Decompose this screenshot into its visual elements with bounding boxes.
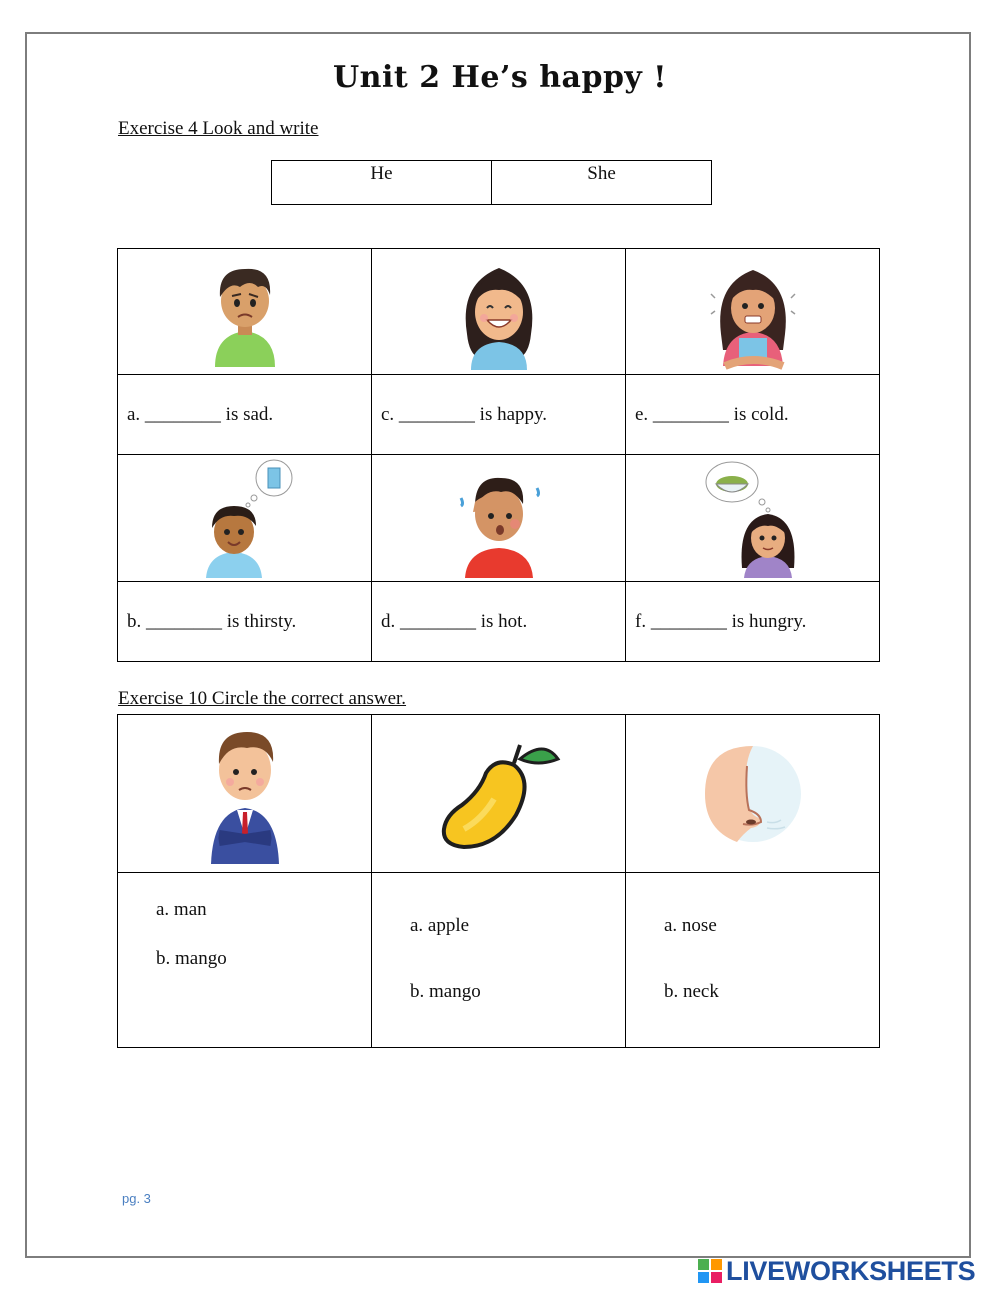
options-q3 [626, 873, 880, 1048]
sentence-d[interactable]: d. ________ is hot. [372, 582, 626, 662]
sentence-c[interactable]: c. ________ is happy. [372, 375, 626, 455]
picture-cell-mango [372, 715, 626, 873]
thirsty-boy-illustration [190, 458, 300, 578]
liveworksheets-logo [698, 1256, 975, 1286]
exercise10-grid [117, 714, 880, 1048]
option-q3-a[interactable]: a. nose [664, 915, 717, 936]
sentence-e[interactable]: e. ________ is cold. [626, 375, 880, 455]
picture-cell-man [118, 715, 372, 873]
option-q1-b[interactable]: b. mango [156, 948, 227, 969]
picture-cell-thirsty-boy [118, 455, 372, 582]
picture-cell-nose [626, 715, 880, 873]
options-q2 [372, 873, 626, 1048]
exercise10-heading: Exercise 10 Circle the correct answer. [118, 688, 407, 709]
picture-cell-happy-girl [372, 249, 626, 375]
picture-cell-sad-boy [118, 249, 372, 375]
word-bank-table [271, 160, 712, 205]
options-q1 [118, 873, 372, 1048]
cold-girl-illustration [703, 254, 803, 370]
page-title: Unit 2 He’s happy ! [333, 60, 667, 95]
sentence-a[interactable]: a. ________ is sad. [118, 375, 372, 455]
sentence-f[interactable]: f. ________ is hungry. [626, 582, 880, 662]
mango-illustration [434, 729, 564, 859]
option-q3-b[interactable]: b. neck [664, 981, 719, 1002]
liveworksheets-logo-icon [698, 1259, 722, 1283]
man-illustration [205, 724, 285, 864]
hungry-girl-illustration [698, 458, 808, 578]
sad-boy-illustration [200, 257, 290, 367]
picture-cell-cold-girl [626, 249, 880, 375]
picture-cell-hungry-girl [626, 455, 880, 582]
word-bank-he: He [370, 163, 393, 184]
exercise4-heading: Exercise 4 Look and write [118, 118, 319, 139]
option-q1-a[interactable]: a. man [156, 899, 207, 920]
option-q2-b[interactable]: b. mango [410, 981, 481, 1002]
happy-girl-illustration [449, 254, 549, 370]
brand-name: LIVEWORKSHEETS [726, 1255, 976, 1286]
option-q2-a[interactable]: a. apple [410, 915, 470, 936]
nose-illustration [703, 744, 803, 844]
exercise4-grid [117, 248, 880, 662]
picture-cell-hot-boy [372, 455, 626, 582]
hot-boy-illustration [449, 458, 549, 578]
sentence-b[interactable]: b. ________ is thirsty. [118, 582, 372, 662]
word-bank-she: She [491, 161, 711, 204]
page-number: pg. 3 [122, 1191, 151, 1206]
